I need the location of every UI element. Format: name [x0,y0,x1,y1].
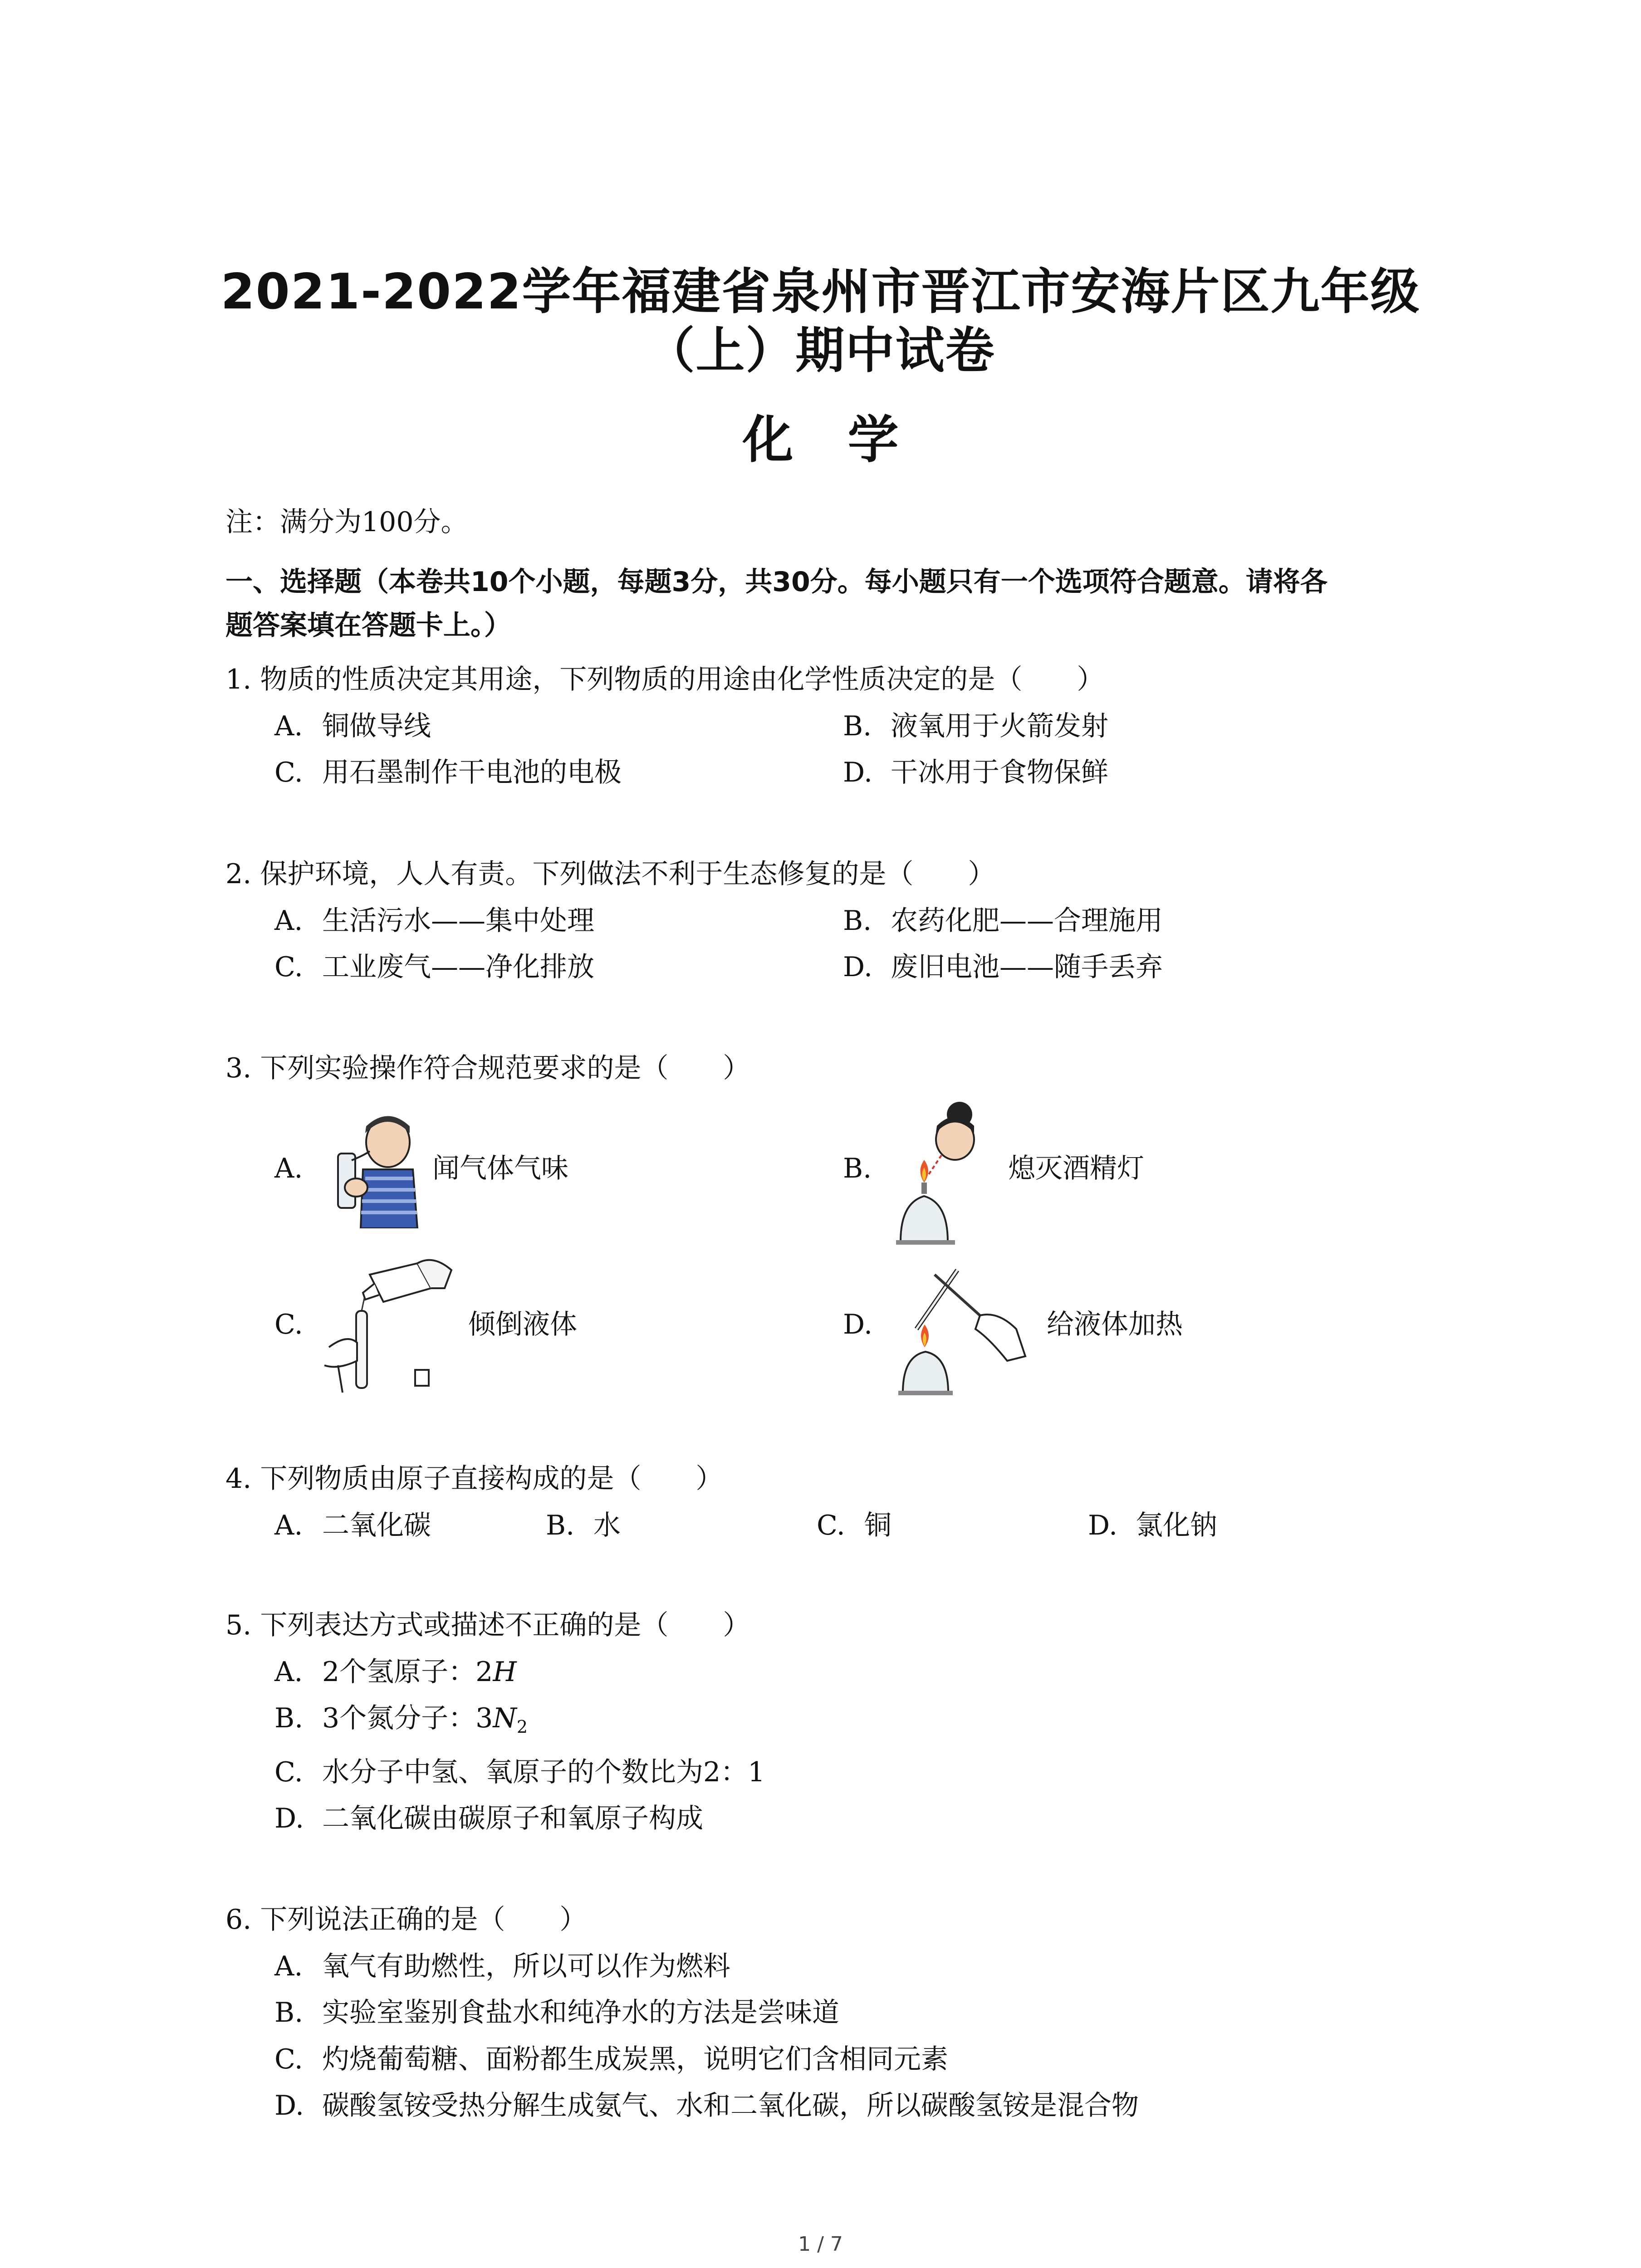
option-letter: A. [274,1950,303,1982]
section-instructions-line2: 题答案填在答题卡上。） [225,610,511,641]
option-letter: C. [274,757,303,788]
pouring-liquid-illustration [320,1256,458,1397]
option-text: 二氧化碳由碳原子和氧原子构成 [322,1803,703,1834]
exam-title-line1: 2021-2022学年福建省泉州市晋江市安海片区九年级 [220,264,1421,320]
option-text: 干冰用于食物保鲜 [891,757,1108,788]
question-5-stem: 5. 下列表达方式或描述不正确的是（ ） [225,1609,750,1641]
option-text: 铜做导线 [322,710,431,742]
option-letter: D. [1088,1510,1118,1541]
option-text: 氧气有助燃性，所以可以作为燃料 [322,1950,730,1982]
option-letter: B. [843,710,872,742]
option-text: 灼烧葡萄糖、面粉都生成炭黑，说明它们含相同元素 [322,2043,948,2075]
chemical-symbol: N [493,1702,517,1734]
question-3-option-d-letter: D. [843,1309,873,1340]
option-letter: D. [843,757,873,788]
option-letter: C. [817,1510,845,1541]
option-letter: A. [274,905,303,937]
section-instructions-line1: 一、选择题（本卷共10个小题，每题3分，共30分。每小题只有一个选项符合题意。请将各 [225,566,1327,598]
question-5-option-d[interactable] [274,1805,703,1832]
question-3-option-b-text: 熄灭酒精灯 [1008,1153,1144,1184]
question-2-option-a[interactable] [274,905,594,937]
option-text: 3个氮分子：3 [322,1702,493,1734]
question-1-option-b[interactable] [843,710,1108,742]
question-1-stem: 1. 物质的性质决定其用途，下列物质的用途由化学性质决定的是（ ） [225,664,1104,695]
question-3-option-c-letter: C. [274,1309,303,1340]
question-3-option-a-letter: A. [274,1153,303,1184]
question-1-option-d[interactable] [843,759,1108,786]
option-text: 生活污水——集中处理 [322,905,594,937]
question-2-option-d[interactable] [843,953,1163,981]
subscript: 2 [516,1717,528,1737]
question-6-option-b[interactable] [274,1999,839,2026]
question-5-option-a[interactable] [274,1658,517,1686]
question-4-option-b[interactable] [546,1512,621,1539]
exam-title-line2: （上）期中试卷 [646,323,995,379]
question-2-stem: 2. 保护环境，人人有责。下列做法不利于生态修复的是（ ） [225,858,995,890]
option-letter: C. [274,2043,303,2075]
question-3-option-a-text: 闻气体气味 [432,1153,568,1184]
option-text: 实验室鉴别食盐水和纯净水的方法是尝味道 [322,1997,839,2028]
score-note: 注：满分为100分。 [225,506,468,538]
question-3-option-b-letter: B. [843,1153,872,1184]
question-3-stem: 3. 下列实验操作符合规范要求的是（ ） [225,1052,750,1084]
option-letter: C. [274,1756,303,1788]
question-1-option-a[interactable] [274,710,431,742]
question-4-option-d[interactable] [1088,1512,1217,1539]
option-text: 液氧用于火箭发射 [891,710,1108,742]
question-6-stem: 6. 下列说法正确的是（ ） [225,1904,587,1936]
page-number: 1 / 7 [798,2233,843,2256]
question-2-option-c[interactable] [274,953,594,981]
option-letter: B. [546,1510,575,1541]
option-letter: D. [274,1803,304,1834]
option-text: 农药化肥——合理施用 [891,905,1163,937]
question-6-option-c[interactable] [274,2043,948,2075]
question-3-option-c-text: 倾倒液体 [468,1309,577,1340]
option-text: 用石墨制作干电池的电极 [322,757,622,788]
option-letter: B. [274,1702,304,1734]
option-text: 氯化钠 [1136,1510,1217,1541]
question-5-option-b[interactable] [274,1702,528,1740]
option-letter: B. [274,1997,304,2028]
subject-heading: 化学 [742,411,953,469]
option-text: 2个氢原子：2 [322,1656,493,1688]
option-text: 水 [593,1510,621,1541]
option-letter: A. [274,710,303,742]
smelling-gas-illustration [320,1110,424,1228]
option-text: 铜 [864,1510,892,1541]
question-2-option-b[interactable] [843,905,1163,937]
heating-liquid-illustration [889,1261,1039,1397]
option-letter: B. [843,905,872,937]
option-text: 碳酸氢铵受热分解生成氨气、水和二氧化碳，所以碳酸氢铵是混合物 [322,2090,1139,2121]
question-4-option-a[interactable] [274,1512,431,1539]
option-letter: D. [843,951,873,983]
chemical-symbol: H [493,1656,517,1688]
question-5-option-c[interactable] [274,1756,765,1788]
question-4-stem: 4. 下列物质由原子直接构成的是（ ） [225,1463,723,1495]
option-letter: D. [274,2090,304,2121]
option-letter: A. [274,1656,303,1688]
extinguishing-lamp-illustration [892,1099,987,1248]
option-letter: C. [274,951,303,983]
option-text: 废旧电池——随手丢弃 [891,951,1163,983]
option-text: 二氧化碳 [322,1510,431,1541]
option-letter: A. [274,1510,303,1541]
option-text: 工业废气——净化排放 [322,951,594,983]
question-1-option-c[interactable] [274,759,622,786]
question-6-option-d[interactable] [274,2092,1139,2119]
option-text: 水分子中氢、氧原子的个数比为2：1 [322,1756,765,1788]
question-6-option-a[interactable] [274,1950,730,1982]
question-4-option-c[interactable] [817,1512,892,1539]
question-3-option-d-text: 给液体加热 [1047,1309,1183,1340]
